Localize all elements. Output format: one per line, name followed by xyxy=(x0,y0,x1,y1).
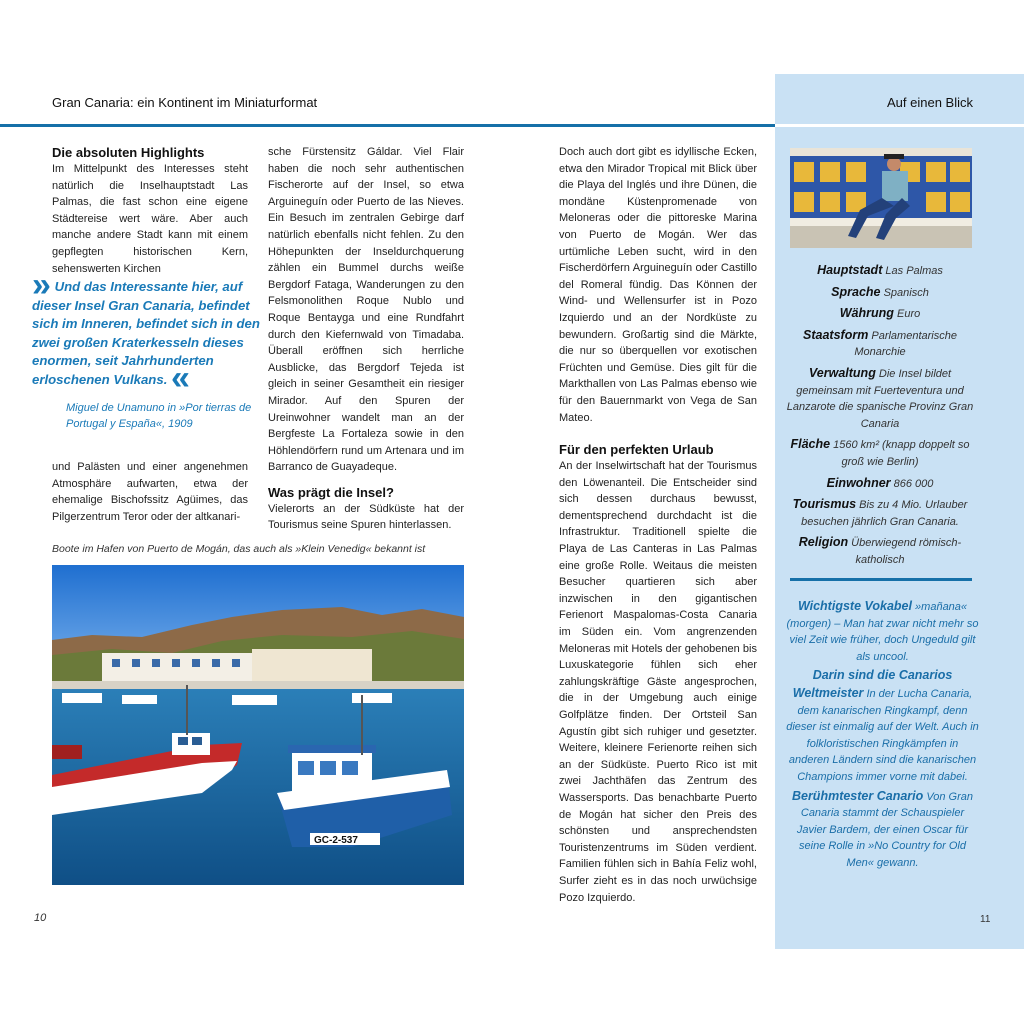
harbor-photo-illustration xyxy=(52,565,464,885)
fact-value: Die Insel bildet gemeinsam mit Fuerteventura und Lanzarote die spanische Provinz Gran Canaria xyxy=(786,367,974,430)
sidebar-title: Auf einen Blick xyxy=(887,95,973,110)
column-1-top xyxy=(52,144,248,277)
fact-value: Überwiegend römisch-katholisch xyxy=(851,537,962,566)
fact-key: Tourismus xyxy=(792,497,857,512)
vocab-item xyxy=(785,598,980,665)
vocab-key: Wichtigste Vokabel xyxy=(797,599,912,613)
fact-value: Bis zu 4 Mio. Urlauber besuchen jährlich Gran Canaria. xyxy=(801,499,968,528)
paragraph-highlights: Im Mittelpunkt des Interesses steht natürlich die Inselhauptstadt Las Palmas, die fast schon eine eigene Städtereise wert wäre. Aber auch manche andere Stadt kann mit einem gepflegten historischen Kern, sehenswerten Kirchen xyxy=(52,163,248,275)
fact-item xyxy=(785,284,975,302)
vocab-item xyxy=(785,788,980,872)
paragraph-urlaub: An der Inselwirtschaft hat der Tourismus den Löwenanteil. Die Entscheider sind sich dessen durchaus bewusst, dementsprechend durchdacht ist die Infrastruktur. Traditionell spielte die Playa de Las Canteras in Las Palmas eine große Rolle. Weitaus die meisten Besucher quartieren sich aber inzwischen in den gigantischen Ferienort Maspalomas-Costa Canaria im Süden ein. Vom angrenzenden Meloneras mit Hotels der gehobenen bis Luxuskategorie fühlen sich eher zahlungskräftige Gäste angesprochen, die in der Umgebung auch einige Golfplätze finden. Der Ortsteil San Agustín gibt sich ruhiger und gesetzter. Weitere, kleinere Ferienorte reihen sich an der Südküste. Puerto Rico ist mit zwei Jachthäfen das Zentrum des Wassersports. Das benachbarte Puerto de Mogán hat sicher den Preis des schönsten und ansprechendsten Touristenzentrums im Süden verdient. Familien fühlen sich in Bahía Feliz wohl, Surfer zieht es in das noch urwüchsige Pozo Izquierdo. xyxy=(559,460,757,904)
fact-value: Las Palmas xyxy=(885,265,943,277)
fact-item xyxy=(785,475,975,493)
section-heading-highlights: Die absoluten Highlights xyxy=(52,145,205,160)
fact-value: Euro xyxy=(896,308,921,321)
vocab-key: Darin sind die Canarios Weltmeister xyxy=(792,668,953,700)
fact-key: Einwohner xyxy=(826,475,891,490)
quote-text-wrapper xyxy=(32,266,260,397)
fact-key: Hauptstadt xyxy=(817,263,883,277)
column-1-bottom xyxy=(52,459,248,525)
fact-value: Spanisch xyxy=(883,286,929,299)
header-rule xyxy=(0,124,775,127)
facts-list xyxy=(785,262,975,573)
fact-item xyxy=(785,262,975,280)
tile-bench-photo xyxy=(790,148,972,248)
fact-item xyxy=(785,534,975,568)
fact-key: Verwaltung xyxy=(808,365,876,380)
boat-number-text: GC-2-537 xyxy=(314,835,358,846)
quote-close-icon: « xyxy=(171,358,190,397)
column-2 xyxy=(268,144,464,534)
fact-key: Fläche xyxy=(790,437,831,452)
fact-key: Staatsform xyxy=(803,327,869,342)
fact-value: 866 000 xyxy=(893,477,934,490)
fact-item xyxy=(785,365,975,432)
paragraph-praegt: Vielerorts an der Südküste hat der Tourismus seine Spuren hinterlassen. xyxy=(268,502,464,532)
photo-caption: Boote im Hafen von Puerto de Mogán, das auch als »Klein Venedig« bekannt ist xyxy=(52,543,426,555)
vocab-value: Von Gran Canaria stammt der Schauspieler Javier Bardem, der einen Oscar für seine Rolle in »No Country for Old Men« gewann. xyxy=(796,790,974,869)
sidebar-divider xyxy=(790,578,972,581)
section-heading-urlaub: Für den perfekten Urlaub xyxy=(559,442,714,458)
page-header-title: Gran Canaria: ein Kontinent im Miniaturformat xyxy=(52,95,318,110)
quote-open-icon: » xyxy=(32,266,51,304)
vocab-value: »mañana« (morgen) – Man hat zwar nicht mehr so viel Zeit wie früher, doch Ungeduld gilt als uncool. xyxy=(786,601,979,663)
harbor-photo xyxy=(52,565,464,885)
tile-bench-illustration xyxy=(790,148,972,248)
fact-item xyxy=(785,305,975,323)
page-number-left: 10 xyxy=(34,912,47,924)
fact-item xyxy=(785,496,975,530)
fact-item xyxy=(785,327,975,361)
pull-quote xyxy=(32,266,260,433)
paragraph-col3: Doch auch dort gibt es idyllische Ecken, etwa den Mirador Tropical mit Blick über die Playa del Inglés und ihre Dünen, die mondäne Küstenpromenade von Meloneras oder die pittoreske Marina von Puerto de Mogán. Wer das urtümliche Leben sucht, wird in den Fischerdörfern Arguineguín oder Castillo del Romeral fündig. Das Können der Wind- und Wellensurfer ist in Pozo Izquierdo und an der Nordküste zu bewundern. Großartig sind die Märkte, die nur so überquellen vor exotischen Früchten und Gemüse. Dies gilt für die Markthallen von Las Palmas ebenso wie für den Bauernmarkt von Vega de San Mateo. xyxy=(559,146,757,424)
fact-key: Sprache xyxy=(831,284,881,299)
vocab-list xyxy=(785,598,980,874)
paragraph-col2: sche Fürstensitz Gáldar. Viel Flair haben die noch sehr authentischen Fischerorte auf der Insel, so etwa Arguineguín oder Puerto de las Nieves. Ein Besuch im zentralen Gebirge darf natürlich ebenfalls nicht fehlen. Zu den Höhepunkten der Inseldurchquerung zählen ein Bummel durchs weiße Bergdorf Fataga, Wanderungen zu den Felsmonolithen Roque Nublo und Roque Bentayga und eine Rundfahrt durch den Kiefernwald von Timadaba. Überall eröffnen sich herrliche Ausblicke, das Bergdorf Tejeda ist gleich in seiner Gesamtheit ein riesiger Mirador. Auf den Spuren der Ureinwohner wandelt man an der Bergfeste La Fortaleza sowie in den Höhlendörfern rund um Artenara und im Barranco de Guayadeque. xyxy=(268,146,464,474)
quote-source: Miguel de Unamuno in »Por tierras de Portugal y España«, 1909 xyxy=(66,401,252,431)
vocab-item xyxy=(785,667,980,785)
column-3 xyxy=(559,144,757,906)
fact-value: 1560 km² (knapp doppelt so groß wie Berlin) xyxy=(833,439,970,468)
fact-key: Religion xyxy=(798,535,849,550)
fact-key: Währung xyxy=(839,306,894,321)
paragraph-highlights-cont: und Palästen und einer angenehmen Atmosphäre aufwarten, etwa der ehemalige Bischofssitz Agüimes, das Pilgerzentrum Teror oder der altkanari- xyxy=(52,461,248,523)
fact-item xyxy=(785,436,975,470)
sidebar-rule xyxy=(775,124,1024,127)
fact-value: Parlamentarische Monarchie xyxy=(854,329,957,359)
vocab-value: In der Lucha Canaria, dem kanarischen Ringkampf, denn dieser ist einmalig auf der Welt. Auch in folkloristischen Ringkämpfen in anderen Ländern sind die kanarischen Champions immer vorne mit dabei. xyxy=(786,687,979,783)
page-number-right: 11 xyxy=(980,914,991,925)
section-heading-praegt: Was prägt die Insel? xyxy=(268,484,394,500)
vocab-key: Berühmtester Canario xyxy=(791,788,924,803)
quote-text: Und das Interessante hier, auf dieser Insel Gran Canaria, befindet sich im Inneren, befindet sich in den zwei großen Kraterkesseln dieses enormen, seit Jahrhunderten erloschenen Vulkans. xyxy=(32,279,260,387)
